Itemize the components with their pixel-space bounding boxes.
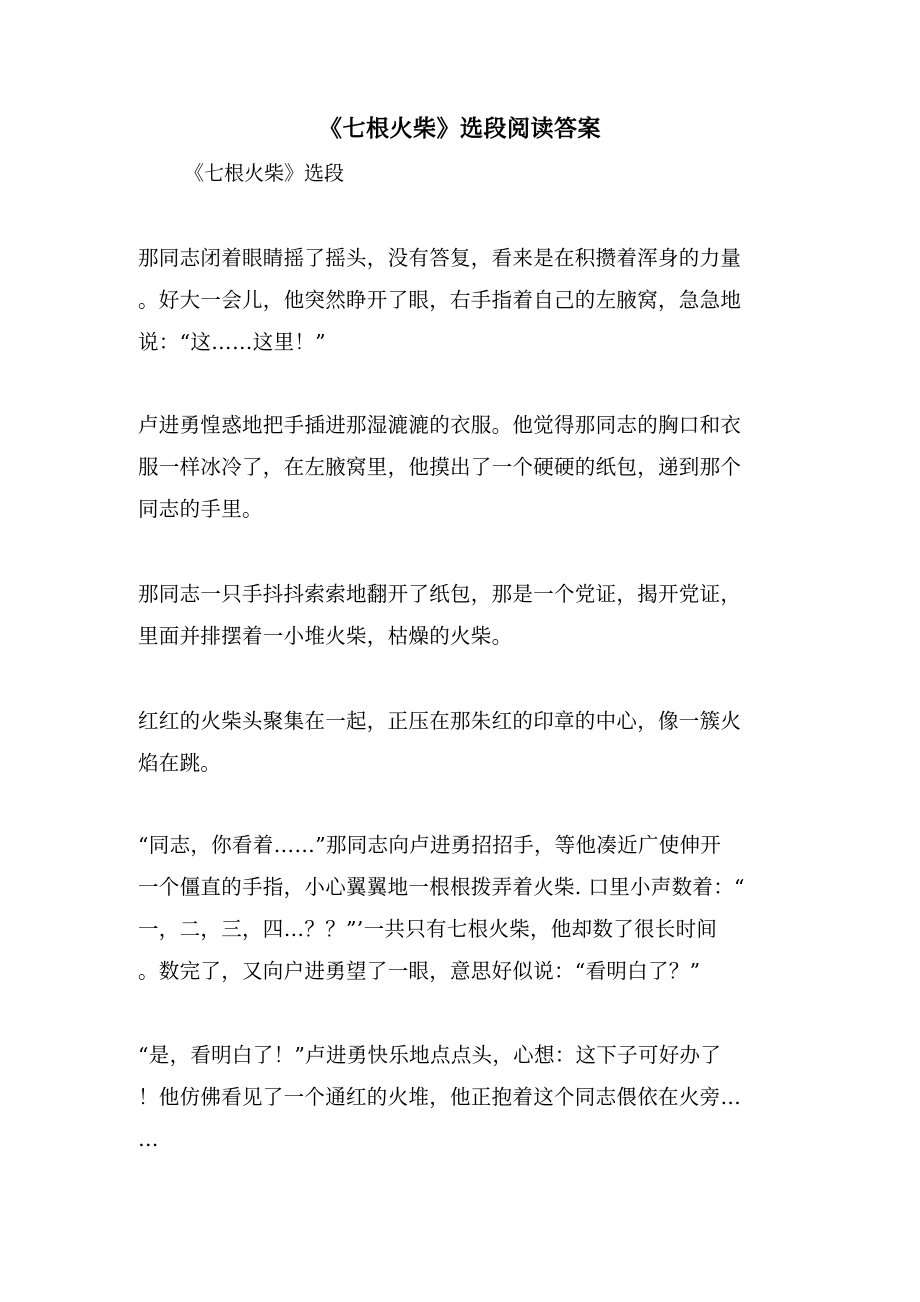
page-title: 《七根火柴》选段阅读答案 bbox=[319, 115, 601, 142]
text-line: 那同志一只手抖抖索索地翻开了纸包，那是一个党证，揭开党证， bbox=[138, 582, 742, 606]
paragraph-1 bbox=[138, 237, 788, 363]
text-line: 那同志闭着眼睛摇了摇头，没有答复，看来是在积攒着浑身的力量 bbox=[138, 246, 742, 270]
paragraph-3 bbox=[138, 573, 788, 657]
paragraph-4 bbox=[138, 700, 788, 784]
text-line: 红红的火柴头聚集在一起，正压在那朱红的印章的中心，像一簇火 bbox=[138, 709, 742, 733]
text-line: 一，二，三，四…？？”’一共只有七根火柴，他却数了很长时间 bbox=[138, 917, 718, 941]
text-line: 说：“这……这里！” bbox=[138, 330, 326, 354]
text-line: 焰在跳。 bbox=[138, 751, 222, 775]
paragraph-2 bbox=[138, 404, 788, 530]
text-line: 。数完了，又向户进勇望了一眼，意思好似说：“看明白了？” bbox=[138, 959, 701, 983]
paragraph-5 bbox=[138, 824, 788, 992]
text-line: 。好大一会儿，他突然睁开了眼，右手指着自己的左腋窝，急急地 bbox=[138, 288, 742, 312]
section-subtitle: 《七根火柴》选段 bbox=[184, 161, 344, 185]
text-line: … bbox=[138, 1127, 159, 1151]
text-line: 一个僵直的手指，小心翼翼地一根根拨弄着火柴. 口里小声数着：“ bbox=[138, 875, 745, 899]
text-line: 卢进勇惶惑地把手插进那湿漉漉的衣服。他觉得那同志的胸口和衣 bbox=[138, 413, 742, 437]
text-line: ！他仿佛看见了一个通红的火堆，他正抱着这个同志偎依在火旁… bbox=[138, 1085, 742, 1109]
text-line: 同志的手里。 bbox=[138, 497, 263, 521]
text-line: “同志，你看着……”那同志向卢进勇招招手，等他凑近广使伸开 bbox=[138, 833, 722, 857]
text-line: 里面并排摆着一小堆火柴，枯燥的火柴。 bbox=[138, 624, 513, 648]
text-line: 服一样冰冷了，在左腋窝里，他摸出了一个硬硬的纸包，递到那个 bbox=[138, 455, 742, 479]
paragraph-6 bbox=[138, 1034, 788, 1160]
text-line: “是，看明白了！”卢进勇快乐地点点头，心想：这下子可好办了 bbox=[138, 1043, 722, 1067]
